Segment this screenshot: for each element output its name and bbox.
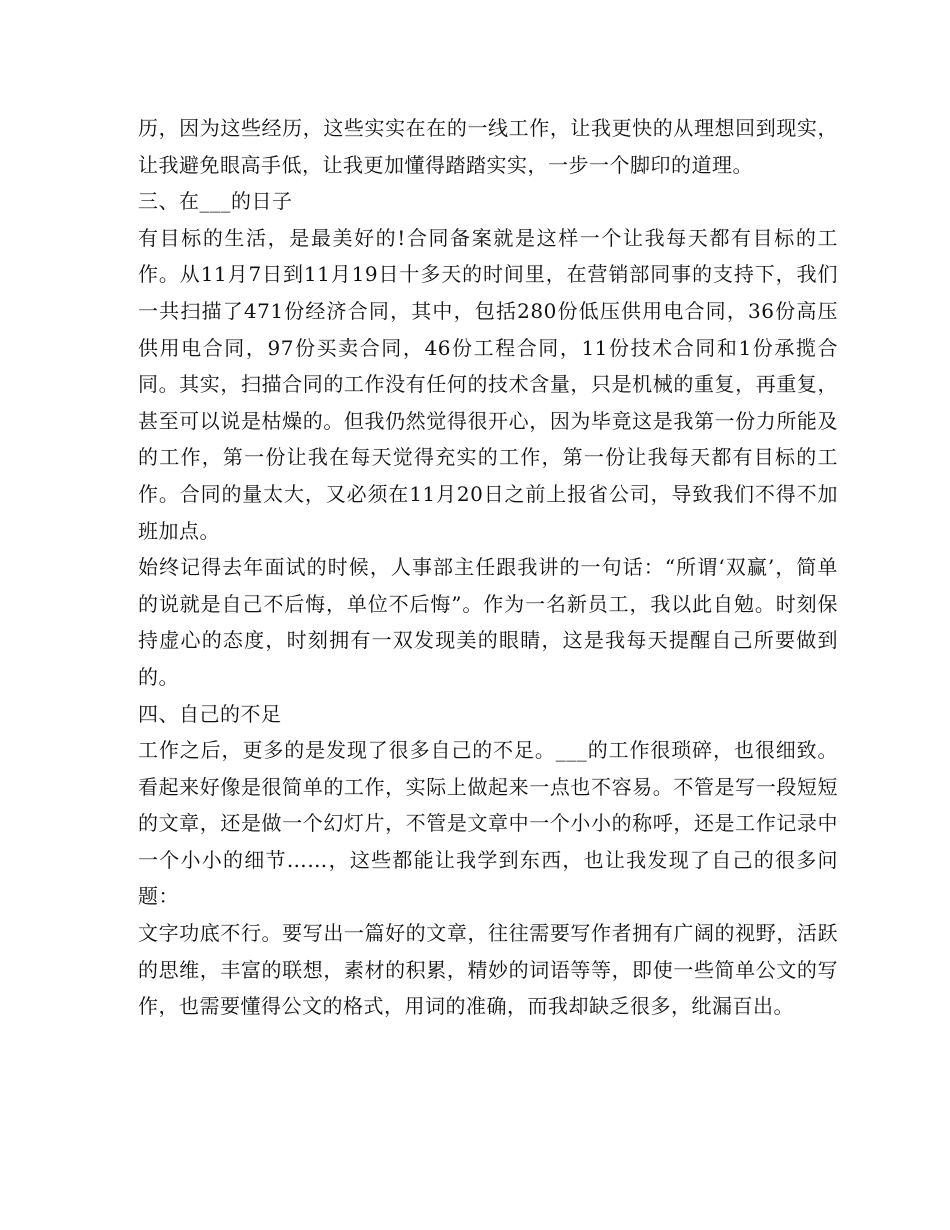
paragraph-continuation: 历，因为这些经历，这些实实在在的一线工作，让我更快的从理想回到现实，让我避免眼高手低，让我更加懂得踏踏实实，一步一个脚印的道理。 xyxy=(138,116,838,177)
paragraph-interview-memory: 始终记得去年面试的时候，人事部主任跟我讲的一句话：“所谓‘双赢’，简单的说就是自己不后悔，单位不后悔”。作为一名新员工，我以此自勉。时刻保持虚心的态度，时刻拥有一双发现美的眼睛，这是我每天提醒自己所要做到的。 xyxy=(138,555,838,689)
paragraph-writing-skills: 文字功底不行。要写出一篇好的文章，往往需要写作者拥有广阔的视野，活跃的思维，丰富的联想，素材的积累，精妙的词语等等，即使一些简单公文的写作，也需要懂得公文的格式，用词的准确，而我却缺乏很多，纰漏百出。 xyxy=(138,921,838,1019)
paragraph-shortcomings: 工作之后，更多的是发现了很多自己的不足。___的工作很琐碎，也很细致。看起来好像是很简单的工作，实际上做起来一点也不容易。不管是写一段短短的文章，还是做一个幻灯片，不管是文章中一个小小的称呼，还是工作记录中一个小小的细节……，这些都能让我学到东西，也让我发现了自己的很多问题： xyxy=(138,738,838,909)
section-heading-4: 四、自己的不足 xyxy=(138,701,282,726)
section-heading-3: 三、在___的日子 xyxy=(138,189,293,214)
paragraph-contract-filing: 有目标的生活，是最美好的!合同备案就是这样一个让我每天都有目标的工作。从11月7日到11月19日十多天的时间里，在营销部同事的支持下，我们一共扫描了471份经济合同，其中，包括280份低压供用电合同，36份高压供用电合同，97份买卖合同，46份工程合同，11份技术合同和1份承揽合同。其实，扫描合同的工作没有任何的技术含量，只是机械的重复，再重复，甚至可以说是枯燥的。但我仍然觉得很开心，因为毕竟这是我第一份力所能及的工作，第一份让我在每天觉得充实的工作，第一份让我每天都有目标的工作。合同的量太大，又必须在11月20日之前上报省公司，导致我们不得不加班加点。 xyxy=(138,225,838,543)
document-body xyxy=(138,110,838,1025)
